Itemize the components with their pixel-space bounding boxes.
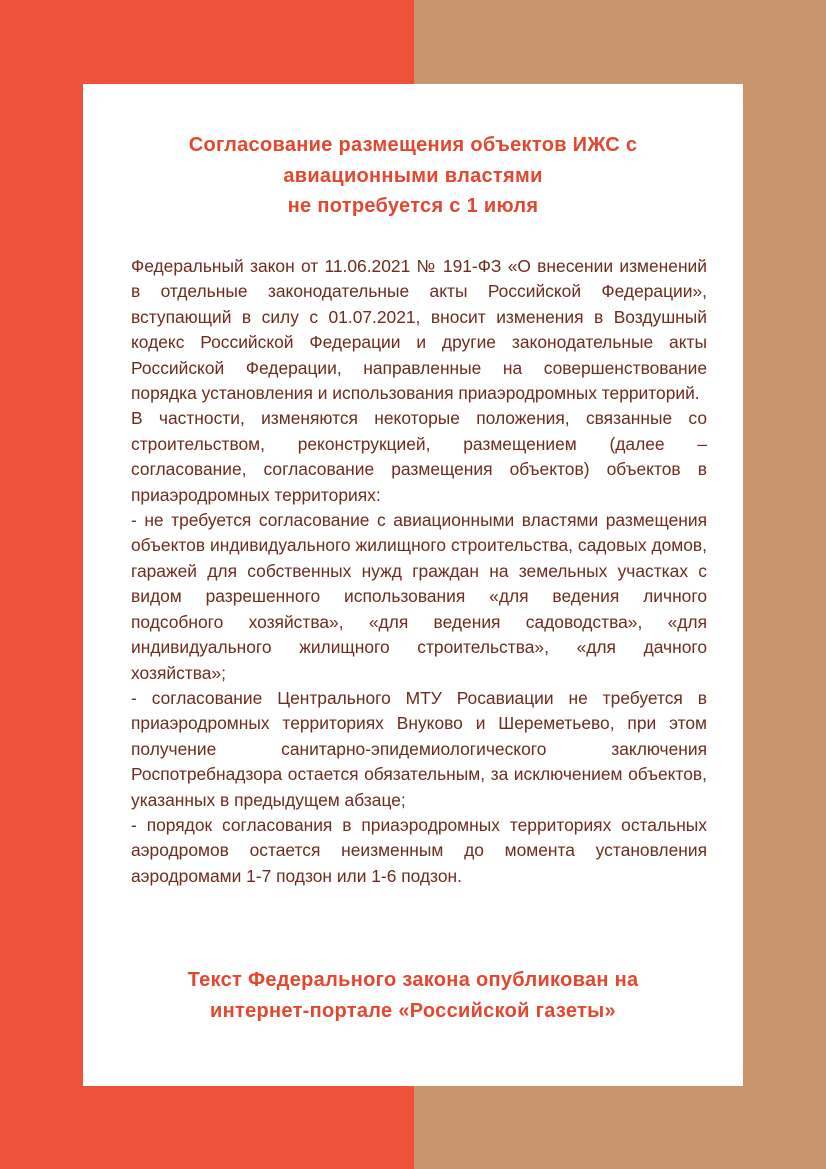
title-line-2: авиационными властями xyxy=(283,164,543,187)
body-paragraph-details: В частности, изменяются некоторые положения, связанные со строительством, реконструкцией, размещением (далее – согласование, согласование размещения объектов) объектов в приаэродромных территориях: xyxy=(131,408,707,505)
body-paragraph-intro: Федеральный закон от 11.06.2021 № 191-ФЗ «О внесении изменений в отдельные законодательные акты Российской Федерации», вступающий в силу с 01.07.2021, вносит изменения в Воздушный кодекс Российской Федерации и другие законодательные акты Российской Федерации, направленные на совершенствование порядка установления и использования приаэродромных территорий. xyxy=(131,256,707,404)
title-line-1: Согласование размещения объектов ИЖС с xyxy=(188,134,638,156)
footer-line-1: Текст Федерального закона опубликован на xyxy=(187,969,639,991)
body-list-item-3: - порядок согласования в приаэродромных территориях остальных аэродромов остается неизменным до момента установления аэродромами 1-7 подзон или 1-6 подзон. xyxy=(131,814,707,886)
document-card xyxy=(83,84,743,1086)
document-footer-note xyxy=(83,965,743,1026)
body-list-item-1: - не требуется согласование с авиационными властями размещения объектов индивидуального жилищного строительства, садовых домов, гаражей для собственных нужд граждан на земельных участках с видом разрешенного использования «для ведения личного подсобного хозяйства», «для ведения садоводства», «для индивидуального жилищного строительства», «для дачного хозяйства»; xyxy=(131,510,707,683)
body-list-item-2: - согласование Центрального МТУ Росавиации не требуется в приаэродромных территориях Внуково и Шереметьево, при этом получение санитарно-эпидемиологического заключения Роспотребнадзора остается обязательным, за исключением объектов, указанных в предыдущем абзаце; xyxy=(131,687,707,810)
footer-line-2: интернет-портале «Российской газеты» xyxy=(210,999,616,1022)
title-line-3: не потребуется с 1 июля xyxy=(287,195,539,217)
document-title xyxy=(83,130,743,222)
document-body xyxy=(131,254,707,889)
